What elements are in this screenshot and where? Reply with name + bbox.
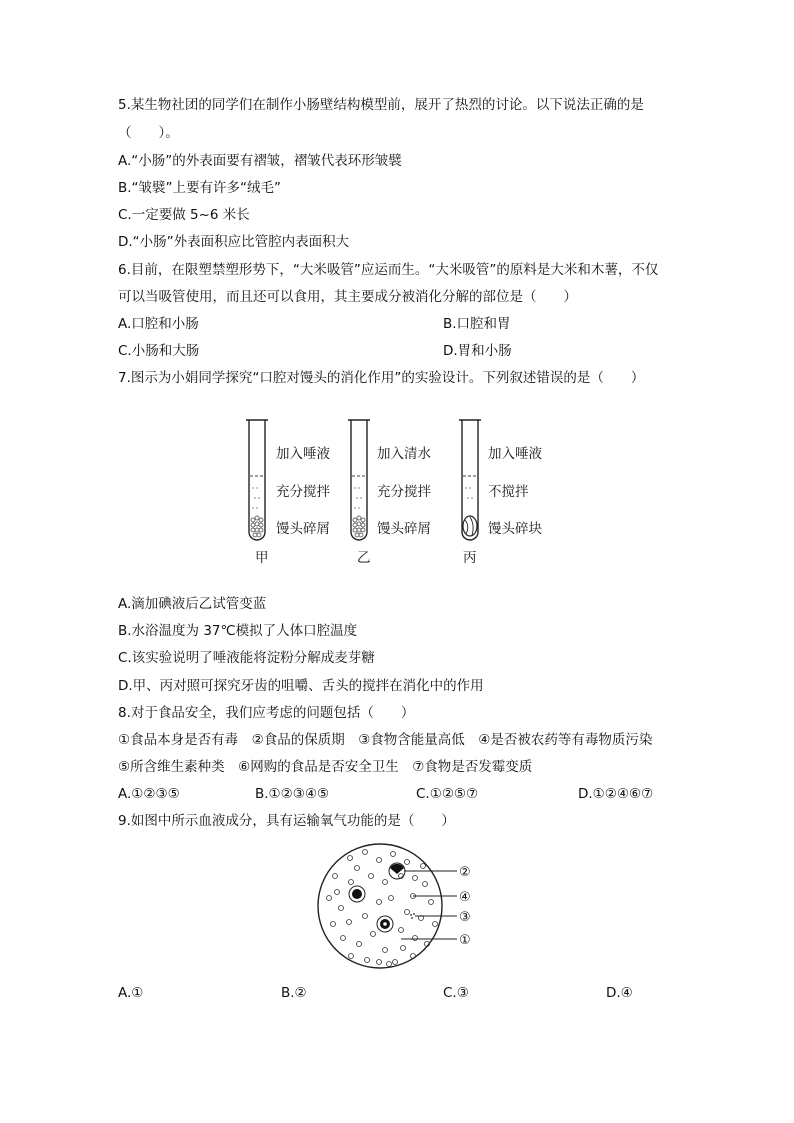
tube-bing-add-label: 加入唾液 bbox=[488, 446, 542, 462]
test-tube-yi bbox=[348, 420, 431, 566]
test-tube-bing bbox=[459, 420, 542, 566]
q6-option-a: A.口腔和小肠 bbox=[118, 316, 199, 332]
q5-option-c: C.一定要做 5~6 米长 bbox=[118, 207, 250, 223]
test-tube-figure bbox=[230, 410, 580, 575]
q5-option-a: A.“小肠”的外表面要有褶皱，褶皱代表环形皱襞 bbox=[118, 153, 402, 169]
q6-stem-line2: 可以当吸管使用，而且还可以食用，其主要成分被消化分解的部位是（ ） bbox=[118, 289, 577, 305]
tube-yi-stir-label: 充分搅拌 bbox=[377, 484, 431, 500]
platelets bbox=[410, 913, 415, 919]
q9-option-c: C.③ bbox=[443, 985, 469, 1001]
q7-stem: 7.图示为小娟同学探究“口腔对馒头的消化作用”的实验设计。下列叙述错误的是（ ） bbox=[118, 370, 645, 386]
q8-stem: 8.对于食品安全，我们应考虑的问题包括（ ） bbox=[118, 705, 415, 721]
white-blood-cells bbox=[349, 863, 405, 932]
label-2: ② bbox=[459, 865, 471, 880]
q5-option-d: D.“小肠”外表面积应比管腔内表面积大 bbox=[118, 234, 350, 250]
tube-yi-name: 乙 bbox=[357, 550, 371, 566]
label-1: ① bbox=[459, 933, 471, 948]
label-4: ④ bbox=[459, 890, 471, 905]
q6-stem-line1: 6.目前，在限塑禁塑形势下，“大米吸管”应运而生。“大米吸管”的原料是大米和木薯，不仅 bbox=[118, 262, 659, 278]
q6-option-d: D.胃和小肠 bbox=[443, 343, 512, 359]
q8-items-line1: ①食品本身是否有毒 ②食品的保质期 ③食物含能量高低 ④是否被农药等有毒物质污染 bbox=[118, 732, 653, 748]
q6-option-b: B.口腔和胃 bbox=[443, 316, 511, 332]
q9-option-a: A.① bbox=[118, 985, 144, 1001]
q7-option-b: B.水浴温度为 37℃模拟了人体口腔温度 bbox=[118, 623, 358, 639]
q8-items-line2: ⑤所含维生素种类 ⑥网购的食品是否安全卫生 ⑦食物是否发霉变质 bbox=[118, 759, 533, 775]
tube-bing-stir-label: 不搅拌 bbox=[488, 484, 529, 500]
q5-stem-line2: （ ）。 bbox=[118, 125, 179, 141]
q8-option-a: A.①②③⑤ bbox=[118, 786, 180, 802]
q6-option-c: C.小肠和大肠 bbox=[118, 343, 200, 359]
q5-option-b: B.“皱襞”上要有许多“绒毛” bbox=[118, 180, 282, 196]
tube-jia-stir-label: 充分搅拌 bbox=[276, 484, 330, 500]
q7-option-c: C.该实验说明了唾液能将淀粉分解成麦芽糖 bbox=[118, 650, 375, 666]
tube-yi-add-label: 加入清水 bbox=[377, 446, 431, 462]
q8-option-b: B.①②③④⑤ bbox=[255, 786, 330, 802]
tube-jia-add-label: 加入唾液 bbox=[276, 446, 330, 462]
q9-stem: 9.如图中所示血液成分，具有运输氧气功能的是（ ） bbox=[118, 813, 455, 829]
red-blood-cells bbox=[327, 850, 438, 967]
label-3: ③ bbox=[459, 910, 471, 925]
tube-yi-content-label: 馒头碎屑 bbox=[377, 521, 431, 537]
tube-jia-name: 甲 bbox=[255, 550, 269, 566]
q9-option-d: D.④ bbox=[606, 985, 633, 1001]
test-tube-jia bbox=[246, 420, 330, 566]
tube-jia-content-label: 馒头碎屑 bbox=[276, 521, 330, 537]
q9-option-b: B.② bbox=[281, 985, 307, 1001]
blood-smear-figure bbox=[315, 838, 485, 976]
q8-option-d: D.①②④⑥⑦ bbox=[578, 786, 654, 802]
q7-option-a: A.滴加碘液后乙试管变蓝 bbox=[118, 596, 267, 612]
tube-bing-content-label: 馒头碎块 bbox=[488, 521, 542, 537]
q7-option-d: D.甲、丙对照可探究牙齿的咀嚼、舌头的搅拌在消化中的作用 bbox=[118, 678, 484, 694]
q5-stem-line1: 5.某生物社团的同学们在制作小肠壁结构模型前，展开了热烈的讨论。以下说法正确的是 bbox=[118, 97, 644, 113]
tube-bing-name: 丙 bbox=[463, 550, 477, 566]
q8-option-c: C.①②⑤⑦ bbox=[416, 786, 479, 802]
